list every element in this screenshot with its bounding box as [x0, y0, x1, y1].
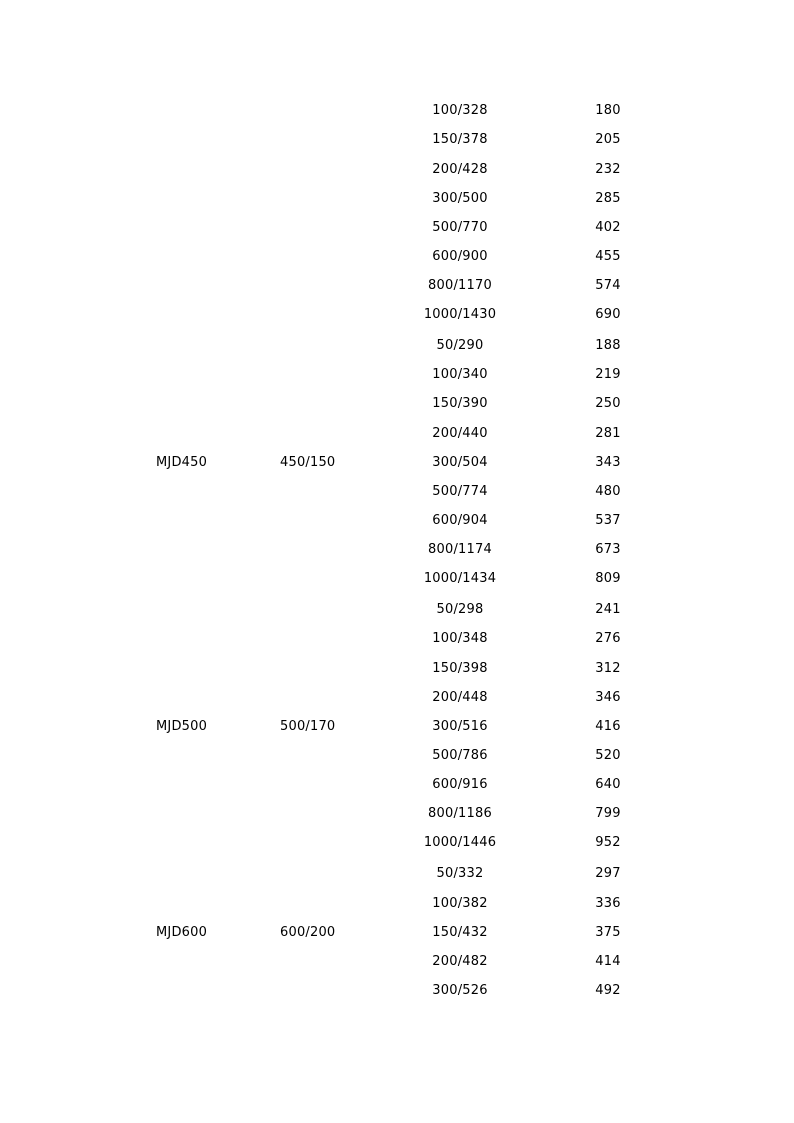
group-size-label: 500/170 — [280, 719, 336, 734]
weight-cell: 952 — [595, 835, 621, 850]
weight-cell: 232 — [595, 162, 621, 177]
group-model-label: MJD500 — [156, 719, 208, 734]
spec-cell: 50/332 — [436, 866, 484, 881]
weight-cell: 285 — [595, 191, 621, 206]
spec-cell: 600/916 — [432, 777, 488, 792]
spec-cell: 300/500 — [432, 191, 488, 206]
group-size-label: 600/200 — [280, 925, 336, 940]
spec-cell: 50/290 — [436, 338, 484, 353]
weight-cell: 480 — [595, 484, 621, 499]
spec-cell: 300/526 — [432, 983, 488, 998]
spec-cell: 1000/1446 — [423, 835, 497, 850]
group-model-label: MJD600 — [156, 925, 208, 940]
group-model-label: MJD450 — [156, 455, 208, 470]
spec-cell: 150/390 — [432, 396, 488, 411]
spec-cell: 800/1174 — [428, 542, 492, 557]
spec-cell: 200/448 — [432, 690, 488, 705]
weight-cell: 281 — [595, 426, 621, 441]
weight-cell: 455 — [595, 249, 621, 264]
spec-cell: 300/516 — [432, 719, 488, 734]
weight-cell: 336 — [595, 896, 621, 911]
spec-cell: 100/340 — [432, 367, 488, 382]
spec-cell: 500/770 — [432, 220, 488, 235]
spec-cell: 800/1170 — [428, 278, 492, 293]
spec-cell: 100/348 — [432, 631, 488, 646]
weight-cell: 312 — [595, 661, 621, 676]
spec-cell: 150/378 — [432, 132, 488, 147]
weight-cell: 375 — [595, 925, 621, 940]
weight-cell: 574 — [595, 278, 621, 293]
weight-cell: 492 — [595, 983, 621, 998]
spec-cell: 150/432 — [432, 925, 488, 940]
spec-cell: 200/428 — [432, 162, 488, 177]
spec-cell: 50/298 — [436, 602, 484, 617]
weight-cell: 640 — [595, 777, 621, 792]
weight-cell: 402 — [595, 220, 621, 235]
spec-cell: 1000/1430 — [423, 307, 497, 322]
spec-cell: 800/1186 — [428, 806, 492, 821]
weight-cell: 346 — [595, 690, 621, 705]
weight-cell: 690 — [595, 307, 621, 322]
weight-cell: 241 — [595, 602, 621, 617]
spec-cell: 100/328 — [432, 103, 488, 118]
weight-cell: 799 — [595, 806, 621, 821]
spec-cell: 200/482 — [432, 954, 488, 969]
spec-cell: 500/786 — [432, 748, 488, 763]
weight-cell: 180 — [595, 103, 621, 118]
spec-cell: 600/904 — [432, 513, 488, 528]
weight-cell: 809 — [595, 571, 621, 586]
weight-cell: 414 — [595, 954, 621, 969]
weight-cell: 205 — [595, 132, 621, 147]
weight-cell: 188 — [595, 338, 621, 353]
weight-cell: 537 — [595, 513, 621, 528]
spec-cell: 600/900 — [432, 249, 488, 264]
weight-cell: 520 — [595, 748, 621, 763]
group-size-label: 450/150 — [280, 455, 336, 470]
weight-cell: 673 — [595, 542, 621, 557]
weight-cell: 250 — [595, 396, 621, 411]
weight-cell: 297 — [595, 866, 621, 881]
weight-cell: 219 — [595, 367, 621, 382]
weight-cell: 343 — [595, 455, 621, 470]
spec-cell: 300/504 — [432, 455, 488, 470]
spec-cell: 200/440 — [432, 426, 488, 441]
spec-cell: 500/774 — [432, 484, 488, 499]
weight-cell: 416 — [595, 719, 621, 734]
spec-cell: 100/382 — [432, 896, 488, 911]
spec-cell: 150/398 — [432, 661, 488, 676]
weight-cell: 276 — [595, 631, 621, 646]
spec-cell: 1000/1434 — [423, 571, 497, 586]
